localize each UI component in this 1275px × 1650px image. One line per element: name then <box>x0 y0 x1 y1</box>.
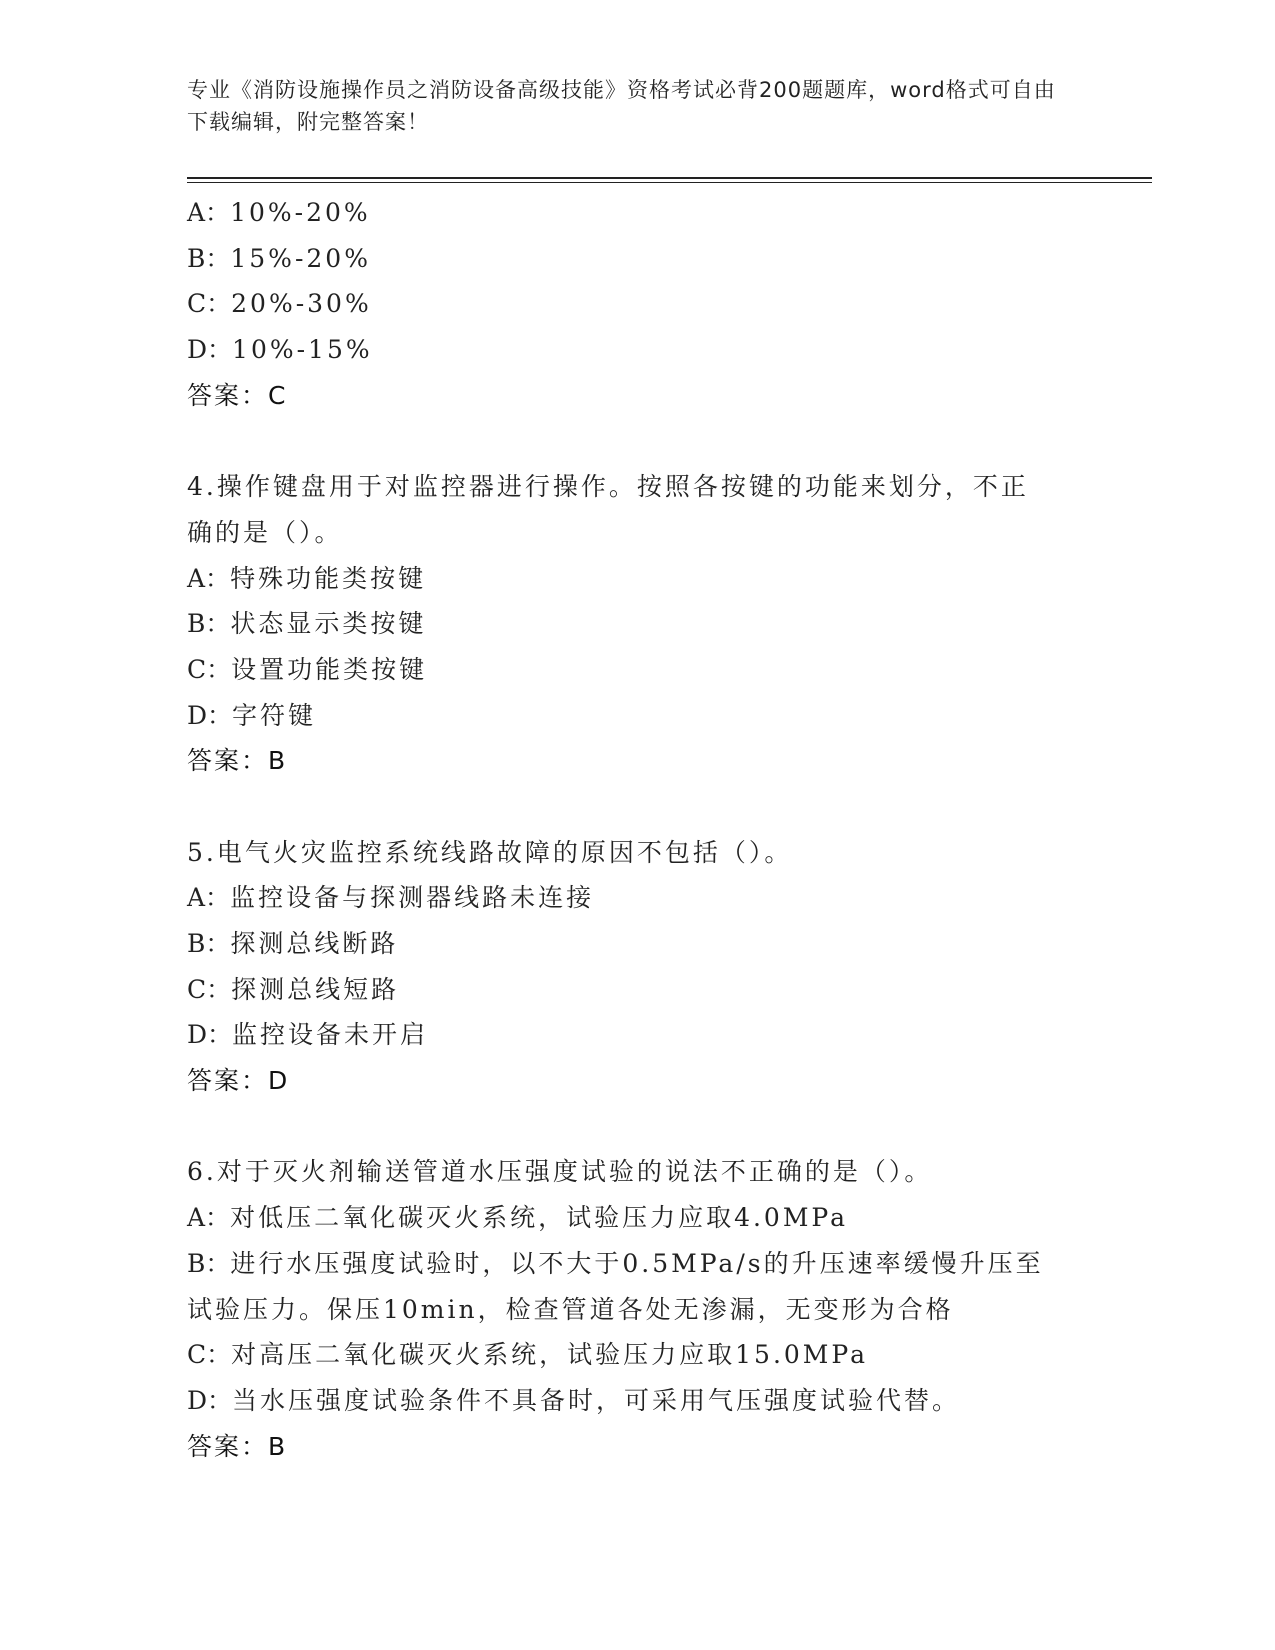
question-5 <box>187 830 1067 1104</box>
option-text: 监控设备未开启 <box>232 1020 429 1050</box>
option-key: C： <box>187 974 232 1004</box>
option-b <box>187 601 1067 647</box>
option-c <box>187 281 1067 327</box>
question-stem: 5.电气火灾监控系统线路故障的原因不包括（）。 <box>187 837 793 867</box>
document-header: 专业《消防设施操作员之消防设备高级技能》资格考试必背200题题库，word格式可自由下载编辑，附完整答案！ <box>187 78 1056 134</box>
option-key: B： <box>187 1248 231 1278</box>
option-a <box>187 190 1067 236</box>
option-c <box>187 967 1067 1013</box>
option-key: A： <box>187 198 231 227</box>
option-key: B： <box>187 609 231 639</box>
option-b-continued: 试验压力。保压10min，检查管道各处无渗漏，无变形为合格 <box>187 1294 954 1324</box>
question-4 <box>187 464 1067 784</box>
answer-line: 答案：B <box>187 1431 288 1461</box>
question-stem: 6.对于灭火剂输送管道水压强度试验的说法不正确的是（）。 <box>187 1157 933 1187</box>
option-key: B： <box>187 243 231 273</box>
option-key: D： <box>187 1385 233 1415</box>
option-text: 当水压强度试验条件不具备时，可采用气压强度试验代替。 <box>232 1385 961 1415</box>
option-text: 监控设备与探测器线路未连接 <box>230 883 595 913</box>
option-key: C： <box>187 1340 232 1370</box>
spacer <box>187 1104 1067 1150</box>
option-text: 设置功能类按键 <box>231 654 428 684</box>
question-stem-continued: 确的是（）。 <box>187 517 343 547</box>
answer-line: 答案：D <box>187 1066 290 1096</box>
option-c <box>187 1332 1067 1378</box>
option-b <box>187 1241 1067 1287</box>
option-text: 特殊功能类按键 <box>230 563 427 593</box>
option-text: 20%-30% <box>231 289 372 319</box>
option-b <box>187 236 1067 282</box>
option-text: 探测总线断路 <box>230 929 399 958</box>
header-divider-thick <box>187 177 1152 179</box>
option-text: 进行水压强度试验时，以不大于0.5MPa/s的升压速率缓慢升压至 <box>230 1248 1044 1278</box>
option-c <box>187 647 1067 693</box>
spacer <box>187 784 1067 830</box>
option-text: 对低压二氧化碳灭火系统，试验压力应取4.0MPa <box>230 1203 849 1233</box>
option-key: A： <box>187 1203 231 1233</box>
option-text: 15%-20% <box>230 243 371 273</box>
option-text: 字符键 <box>232 700 317 730</box>
option-text: 探测总线短路 <box>231 974 400 1004</box>
spacer <box>187 418 1067 464</box>
question-3-partial <box>187 190 1067 418</box>
option-d <box>187 327 1067 373</box>
question-list <box>187 190 1067 1469</box>
option-d <box>187 693 1067 739</box>
option-a <box>187 556 1067 602</box>
option-key: D： <box>187 335 233 365</box>
option-text: 10%-20% <box>230 198 371 227</box>
option-a <box>187 1195 1067 1241</box>
option-b <box>187 921 1067 967</box>
question-stem: 4.操作键盘用于对监控器进行操作。按照各按键的功能来划分，不正 <box>187 472 1029 502</box>
option-key: D： <box>187 700 233 730</box>
option-key: C： <box>187 654 232 684</box>
option-text: 10%-15% <box>232 335 373 365</box>
option-key: C： <box>187 289 232 319</box>
option-a <box>187 875 1067 921</box>
option-text: 对高压二氧化碳灭火系统，试验压力应取15.0MPa <box>231 1340 869 1370</box>
answer-line: 答案：B <box>187 746 288 776</box>
option-key: A： <box>187 563 231 593</box>
option-d <box>187 1378 1067 1424</box>
option-text: 状态显示类按键 <box>230 609 427 639</box>
option-key: D： <box>187 1020 233 1050</box>
header-divider-thin <box>187 182 1152 183</box>
option-d <box>187 1012 1067 1058</box>
option-key: B： <box>187 929 231 958</box>
answer-line: 答案：C <box>187 380 288 410</box>
question-6 <box>187 1149 1067 1469</box>
option-key: A： <box>187 883 231 913</box>
